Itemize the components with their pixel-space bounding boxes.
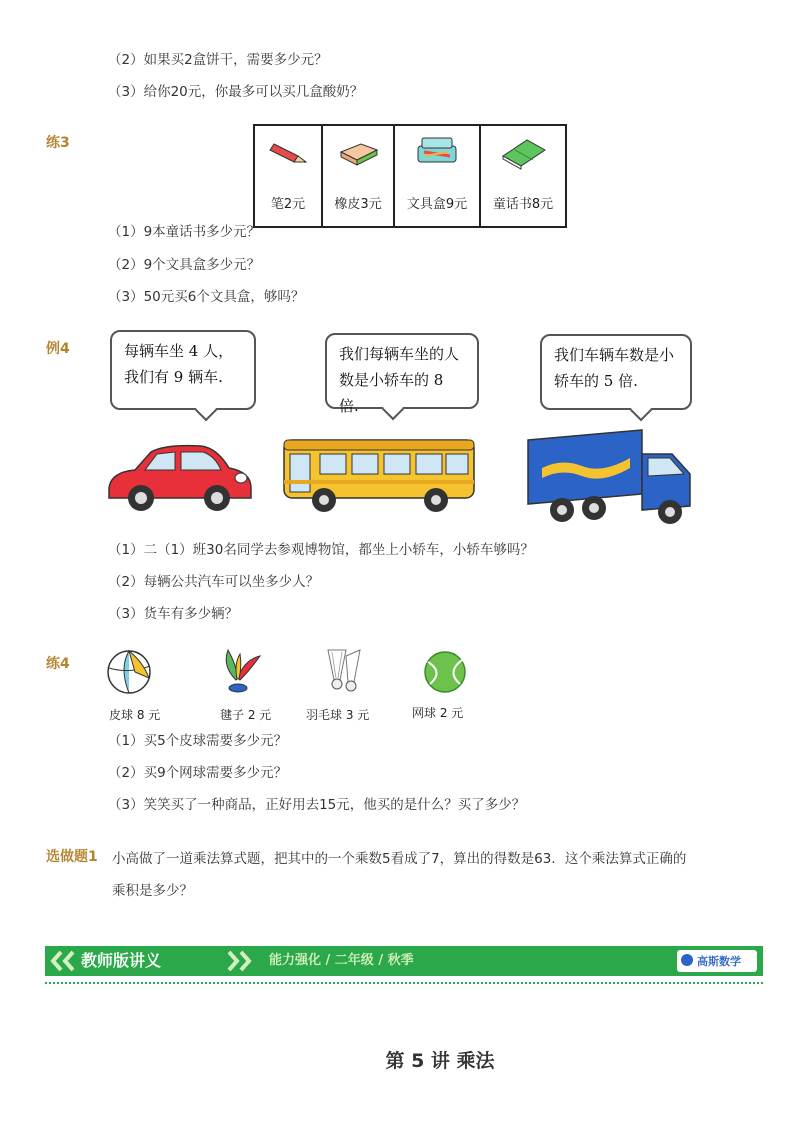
badminton-icon: [320, 646, 364, 696]
chevron-right-icon: [223, 950, 253, 972]
exercise-4-label: 练4: [46, 656, 70, 672]
chevron-left-icon: [49, 950, 79, 972]
bus-icon: [280, 432, 478, 517]
optional-question-line: 乘积是多少？: [112, 883, 193, 899]
gauss-logo: [677, 950, 757, 972]
question-2: （2）9个文具盒多少元？: [108, 257, 261, 273]
pencil-case-icon: [412, 134, 462, 168]
item-label: 毽子 2 元: [220, 708, 272, 722]
item-label: 文具盒9元: [406, 197, 468, 212]
bubble-line: 我们车辆车数是小: [554, 346, 675, 364]
logo-icon: [681, 954, 693, 966]
question-3: （3）给你20元，你最多可以买几盒酸奶？: [108, 84, 364, 100]
question-1: （1）二（1）班30名同学去参观博物馆，都坐上小轿车，小轿车够吗？: [108, 542, 534, 558]
truck-icon: [522, 428, 702, 530]
ball-icon: [105, 648, 155, 696]
bubble-line: 我们有 9 辆车.: [124, 368, 223, 386]
price-cell-pencil: [254, 125, 322, 227]
exercise-3-label: 练3: [46, 135, 70, 151]
shuttlecock-icon: [214, 646, 264, 696]
bubble-line: 数是小轿车的 8 倍.: [339, 371, 444, 415]
banner-subtitle: 能力强化 / 二年级 / 秋季: [269, 953, 414, 968]
banner-title: 教师版讲义: [81, 951, 162, 970]
price-table: [253, 124, 567, 228]
logo-text: 高斯数学: [697, 955, 741, 968]
bubble-line: 我们每辆车坐的人: [339, 345, 460, 363]
bubble-line: 轿车的 5 倍.: [554, 372, 638, 390]
question-2: （2）如果买2盒饼干，需要多少元？: [108, 52, 328, 68]
item-label: 皮球 8 元: [109, 708, 161, 722]
teacher-banner: [45, 946, 763, 976]
question-3: （3）货车有多少辆？: [108, 606, 239, 622]
optional-question-line: 小高做了一道乘法算式题，把其中的一个乘数5看成了7，算出的得数是63．这个乘法算式正确的: [112, 851, 687, 867]
price-cell-pencil-case: [394, 125, 480, 227]
tennis-ball-icon: [422, 650, 468, 694]
bubble-line: 每辆车坐 4 人，: [124, 342, 234, 360]
speech-bubble-bus: [325, 333, 479, 415]
example-4-label: 例4: [46, 341, 70, 357]
item-label: 笔2元: [270, 197, 306, 212]
price-cell-book: [480, 125, 566, 227]
price-cell-eraser: [322, 125, 394, 227]
question-2: （2）每辆公共汽车可以坐多少人？: [108, 574, 320, 590]
dotted-divider: [45, 982, 763, 984]
eraser-icon: [337, 138, 381, 168]
optional-question-label: 选做题1: [46, 849, 98, 865]
car-icon: [105, 440, 255, 515]
footer-title: 第 5 讲 乘法: [385, 1050, 495, 1072]
speech-bubble-truck: [540, 334, 692, 410]
question-2: （2）买9个网球需要多少元？: [108, 765, 288, 781]
question-1: （1）买5个皮球需要多少元？: [108, 733, 288, 749]
question-1: （1）9本童话书多少元？: [108, 224, 261, 240]
item-label: 网球 2 元: [412, 706, 464, 720]
question-3: （3）50元买6个文具盒，够吗？: [108, 289, 305, 305]
book-icon: [499, 136, 549, 170]
item-label: 羽毛球 3 元: [306, 708, 370, 722]
pencil-icon: [268, 138, 308, 168]
question-3: （3）笑笑买了一种商品，正好用去15元，他买的是什么？买了多少？: [108, 797, 526, 813]
item-label: 童话书8元: [492, 197, 554, 212]
speech-bubble-car: [110, 330, 256, 410]
item-label: 橡皮3元: [334, 197, 382, 212]
